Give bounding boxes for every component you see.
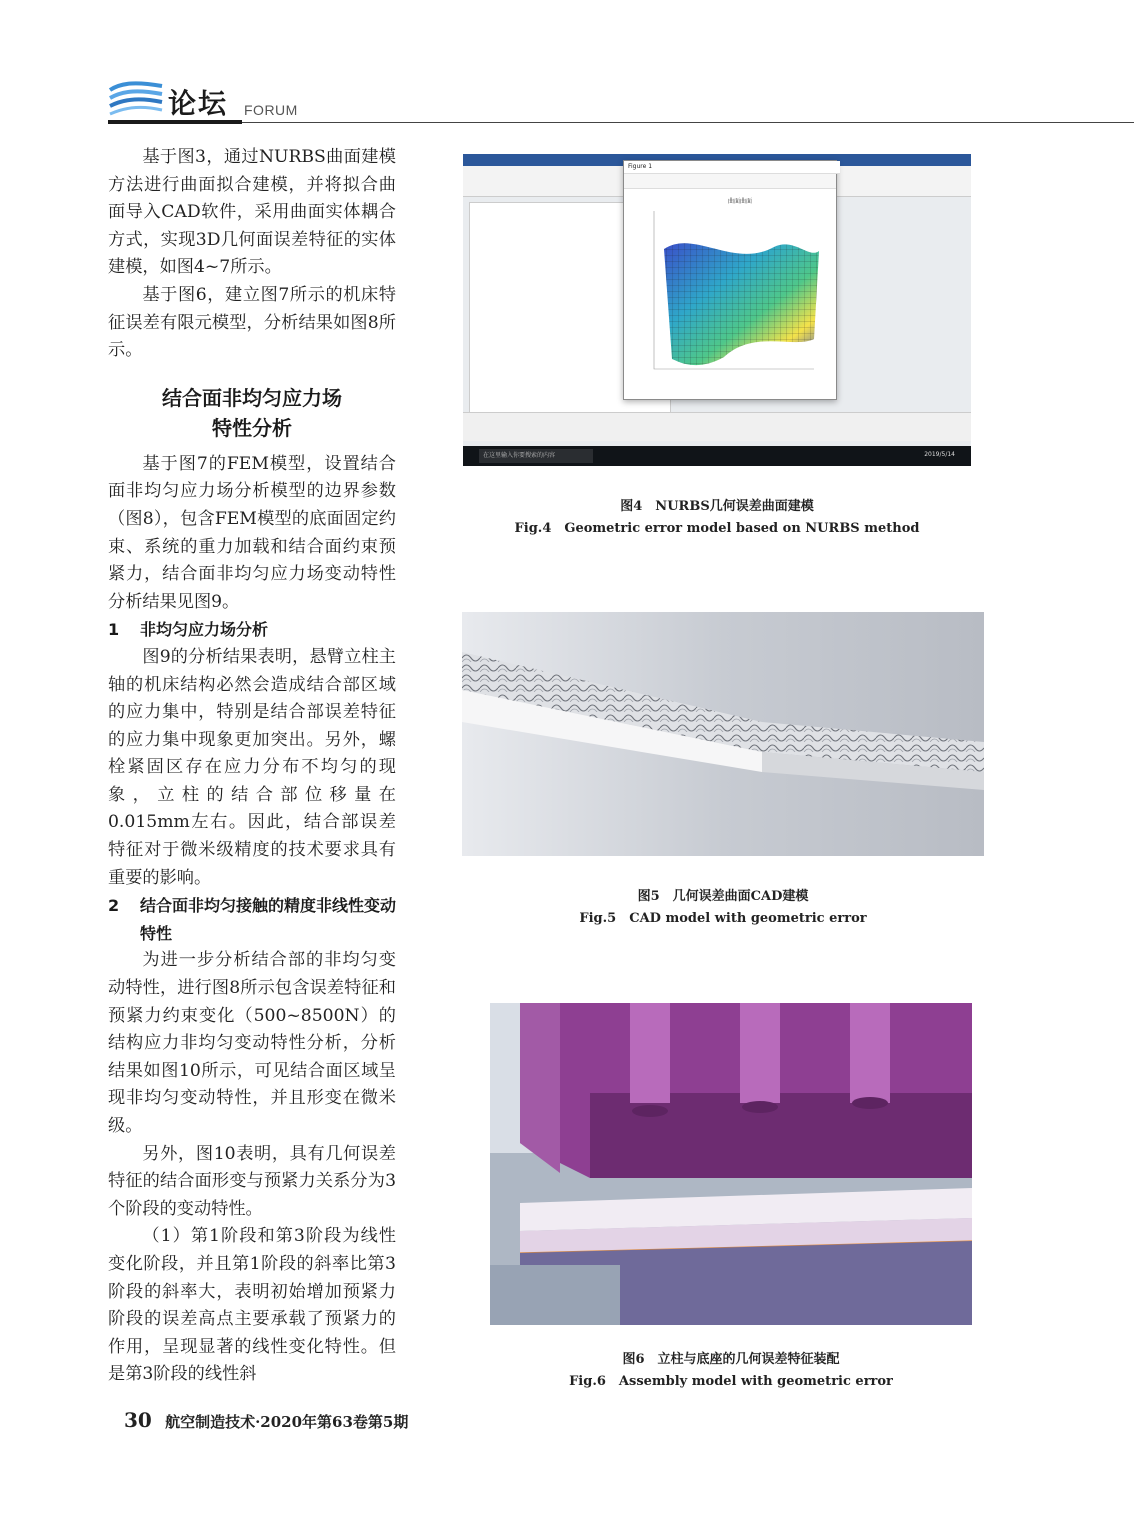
surface-plot	[624, 189, 836, 399]
page-number: 30	[124, 1408, 152, 1432]
section-title: 论坛	[168, 87, 229, 120]
caption-en: Fig.4 Geometric error model based on NURBS method	[514, 521, 920, 536]
journal-info: 航空制造技术·2020年第63卷第5期	[165, 1413, 409, 1431]
plot-title: 曲面曲面	[727, 198, 753, 205]
cad-render	[462, 612, 984, 856]
figure-5-caption	[462, 886, 984, 930]
caption-cn: 图6 立柱与底座的几何误差特征装配	[622, 1352, 840, 1367]
subsection-title: 非均匀应力场分析	[140, 620, 269, 640]
figure-window-title: Figure 1	[624, 161, 840, 174]
section-heading	[108, 383, 396, 443]
figure-toolbar	[624, 174, 836, 189]
figure-6-caption	[490, 1349, 972, 1393]
header-rule	[242, 122, 1134, 123]
forum-logo-icon	[108, 80, 164, 120]
caption-cn: 图4 NURBS几何误差曲面建模	[620, 499, 814, 514]
paragraph: 基于图6，建立图7所示的机床特征误差有限元模型，分析结果如图8所示。	[108, 284, 396, 361]
subsection-heading	[108, 616, 396, 644]
figure-6-assembly-model	[490, 1003, 972, 1325]
subsection-title: 结合面非均匀接触的精度非线性变动特性	[140, 896, 397, 943]
paragraph: （1）第1阶段和第3阶段为线性变化阶段，并且第1阶段的斜率比第3阶段的斜率大，表明初始增加预紧力阶段的误差高点主要承载了预紧力的作用，呈现显著的线性变化特性。但是第3阶段的线性斜	[108, 1226, 396, 1385]
assembly-render	[490, 1003, 972, 1325]
caption-cn: 图5 几何误差曲面CAD建模	[637, 889, 809, 904]
subsection-number: 1	[108, 620, 120, 640]
caption-en: Fig.5 CAD model with geometric error	[579, 911, 867, 926]
figure-4-screenshot	[463, 154, 971, 466]
subsection-number: 2	[108, 896, 120, 916]
text-column	[108, 144, 396, 1389]
section-subtitle: FORUM	[244, 102, 298, 118]
paragraph: 为进一步分析结合部的非均匀变动特性，进行图8所示包含误差特征和预紧力约束变化（500~8500N）的结构应力非均匀变动特性分析，分析结果如图10所示，可见结合面区域呈现非均匀变动特性，并且形变在微米级。	[108, 950, 396, 1136]
word-status-bar	[463, 412, 971, 441]
windows-taskbar	[463, 446, 971, 466]
paragraph: 另外，图10表明，具有几何误差特征的结合面形变与预紧力关系分为3个阶段的变动特性。	[108, 1143, 396, 1219]
figure-4-caption	[463, 496, 971, 540]
taskbar-date: 2019/5/14	[924, 451, 955, 458]
header-rule-thick	[108, 120, 242, 124]
page-header	[108, 78, 1134, 126]
paragraph: 基于图3，通过NURBS曲面建模方法进行曲面拟合建模，并将拟合曲面导入CAD软件，采用曲面实体耦合方式，实现3D几何面误差特征的实体建模，如图4~7所示。	[108, 147, 396, 278]
section-heading-line: 特性分析	[212, 415, 292, 440]
paragraph: 图9的分析结果表明，悬臂立柱主轴的机床结构必然会造成结合部区域的应力集中，特别是结合部误差特征的应力集中现象更加突出。另外，螺栓紧固区存在应力分布不均匀的现象，立柱的结合部位移量在0.015mm左右。因此，结合部误差特征对于微米级精度的技术要求具有重要的影响。	[108, 646, 396, 888]
matlab-figure-window	[623, 160, 837, 400]
section-heading-line: 结合面非均匀应力场	[162, 385, 342, 410]
figure-5-cad-model	[462, 612, 984, 856]
caption-en: Fig.6 Assembly model with geometric error	[569, 1374, 893, 1389]
paragraph: 基于图7的FEM模型，设置结合面非均匀应力场分析模型的边界参数（图8），包含FEM模型的底面固定约束、系统的重力加载和结合面约束预紧力，结合面非均匀应力场变动特性分析结果见图9。	[108, 453, 396, 612]
subsection-heading	[108, 892, 396, 947]
page-footer	[124, 1408, 408, 1432]
taskbar-search: 在这里输入你要搜索的内容	[479, 449, 593, 463]
